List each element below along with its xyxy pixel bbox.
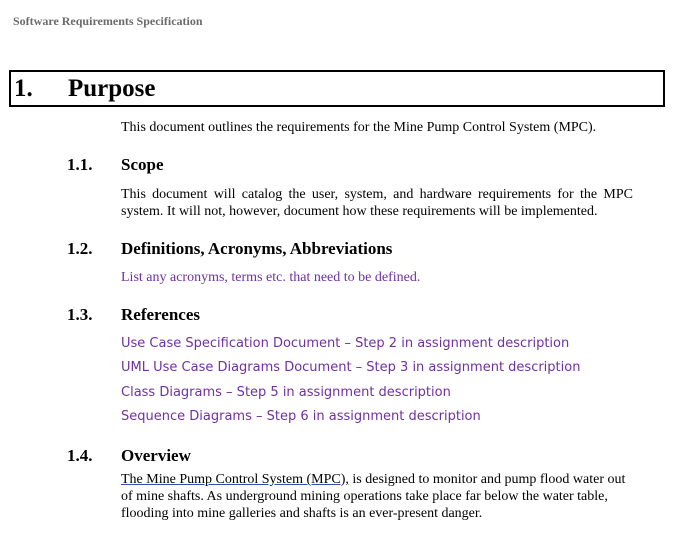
definitions-number: 1.2. xyxy=(67,239,93,258)
definitions-title: Definitions, Acronyms, Abbreviations xyxy=(121,239,393,258)
purpose-intro: This document outlines the requirements for the Mine Pump Control System (MPC). xyxy=(121,120,597,135)
section-title: Purpose xyxy=(68,75,156,102)
section-number: 1. xyxy=(14,75,33,102)
scope-number: 1.1. xyxy=(67,155,93,174)
overview-number: 1.4. xyxy=(67,446,93,465)
section-heading-box xyxy=(9,70,665,107)
scope-body: This document will catalog the user, system, and hardware requirements for the MPC system. It will not, however, document how these requirements will be implemented. xyxy=(121,187,633,219)
overview-title: Overview xyxy=(121,446,191,465)
references-number: 1.3. xyxy=(67,305,93,324)
reference-item-uml-diagrams: UML Use Case Diagrams Document – Step 3 in assignment description xyxy=(121,360,581,375)
reference-item-use-case-spec: Use Case Specification Document – Step 2 in assignment description xyxy=(121,336,570,351)
references-title: References xyxy=(121,305,200,324)
scope-title: Scope xyxy=(121,155,164,174)
overview-system-name: The Mine Pump Control System (MPC), xyxy=(121,472,349,487)
reference-item-class-diagrams: Class Diagrams – Step 5 in assignment description xyxy=(121,385,451,400)
definitions-body: List any acronyms, terms etc. that need to be defined. xyxy=(121,270,421,285)
reference-item-sequence-diagrams: Sequence Diagrams – Step 6 in assignment description xyxy=(121,409,481,424)
overview-body-rest: is designed to monitor and pump flood water out of mine shafts. As underground mining operations take place far below the water table, flooding into mine galleries and shafts is an ever-present danger. xyxy=(121,472,626,521)
running-header: Software Requirements Specification xyxy=(13,14,203,28)
overview-body xyxy=(121,471,633,522)
